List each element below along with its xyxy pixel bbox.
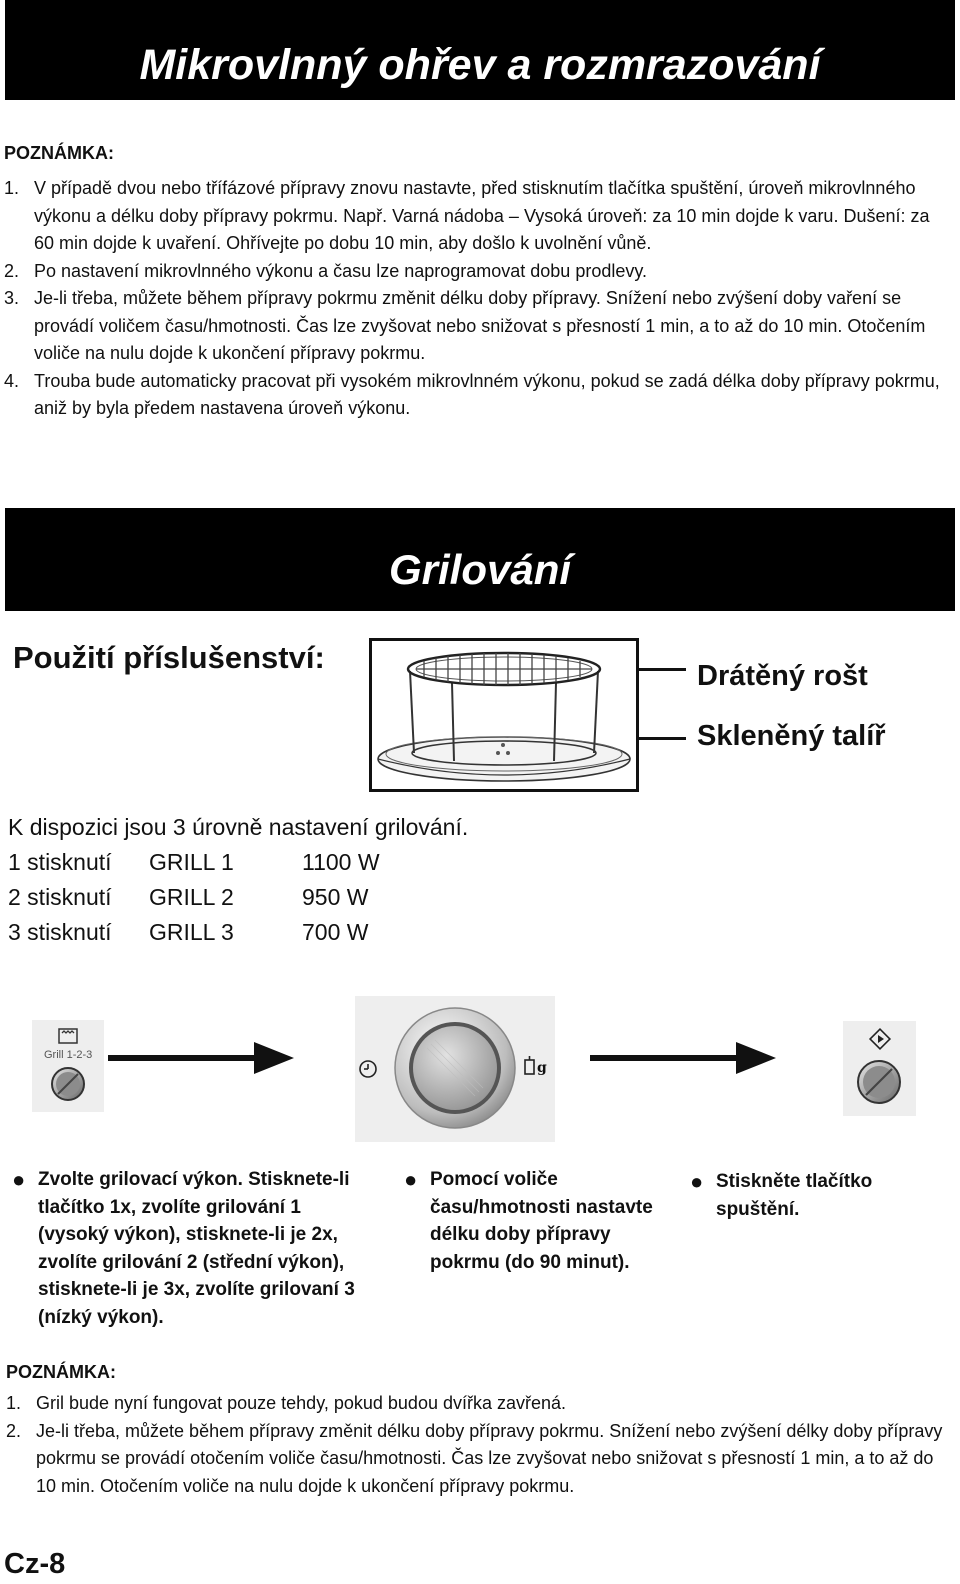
grill-button-label: Grill 1-2-3 xyxy=(44,1049,93,1061)
leader-line-rack xyxy=(639,668,686,671)
note-number: 2. xyxy=(4,260,20,281)
note-item xyxy=(6,1390,946,1418)
level-1-mode: GRILL 1 xyxy=(149,849,234,875)
time-weight-dial-panel xyxy=(355,996,555,1142)
weight-unit-symbol: g xyxy=(537,1060,547,1076)
level-2-press: 2 stisknutí xyxy=(8,884,112,910)
note-text: V případě dvou nebo třífázové přípravy znovu nastavte, před stisknutím tlačítka spuštění, úroveň mikrovlnného výkonu a délku doby přípravy pokrmu. Např. Varná nádoba – Vysoká úroveň: za 10 min dojde k varu. Dušení: za 60 min dojde k uvaření. Ohřívejte po dobu 10 min, aby došlo k uvolnění vůně. xyxy=(34,178,930,253)
grill-levels-intro: K dispozici jsou 3 úrovně nastavení grilování. xyxy=(8,814,469,840)
rack-and-plate-drawing xyxy=(372,641,636,789)
section-title-microwave: Mikrovlnný ohřev a rozmrazování xyxy=(5,0,955,100)
step-2-text: Pomocí voliče času/hmotnosti nastavte délku doby přípravy pokrmu (do 90 minut). xyxy=(430,1169,653,1273)
start-button[interactable] xyxy=(856,1059,902,1105)
step-3-text: Stiskněte tlačítko spuštění. xyxy=(716,1171,873,1220)
note-heading: POZNÁMKA: xyxy=(4,143,114,163)
grill-button[interactable] xyxy=(50,1066,86,1102)
level-1-power: 1100 W xyxy=(302,849,380,875)
arrow-right-icon xyxy=(590,1040,776,1076)
label-wire-rack: Drátěný rošt xyxy=(697,660,868,692)
note-heading: POZNÁMKA: xyxy=(6,1362,116,1382)
accessories-heading: Použití příslušenství: xyxy=(13,640,325,675)
note-text: Po nastavení mikrovlnného výkonu a času lze naprogramovat dobu prodlevy. xyxy=(34,260,648,281)
arrow-right-icon xyxy=(108,1040,294,1076)
step-1-text: Zvolte grilovací výkon. Stisknete-li tlačítko 1x, zvolíte grilování 1 (vysoký výkon), stisknete-li je 2x, zvolíte grilování 2 (střední výkon), stisknete-li je 3x, zvolíte grilovaní 3 (nízký výkon). xyxy=(38,1169,355,1328)
note-item xyxy=(4,258,954,286)
step-2-description xyxy=(404,1166,678,1276)
accessory-illustration xyxy=(369,638,639,792)
level-3-power: 700 W xyxy=(302,919,369,945)
weight-icon xyxy=(523,1056,537,1076)
label-glass-plate: Skleněný talíř xyxy=(697,720,886,752)
start-icon xyxy=(868,1027,892,1051)
note-item xyxy=(4,368,954,423)
notes-list-grill xyxy=(6,1390,946,1500)
step-1-description xyxy=(12,1166,372,1331)
note-number: 1. xyxy=(6,1393,22,1413)
bullet-icon: ● xyxy=(690,1169,704,1194)
note-item xyxy=(4,175,954,258)
grill-icon xyxy=(58,1028,78,1044)
note-text: Gril bude nyní fungovat pouze tehdy, pokud budou dvířka zavřená. xyxy=(36,1393,567,1413)
level-2-power: 950 W xyxy=(302,884,369,910)
level-2-mode: GRILL 2 xyxy=(149,884,234,910)
note-number: 1. xyxy=(4,178,20,198)
bullet-icon: ● xyxy=(404,1167,418,1192)
page-number: Cz-8 xyxy=(4,1548,66,1580)
clock-icon xyxy=(357,1058,379,1080)
level-3-press: 3 stisknutí xyxy=(8,919,112,945)
start-button-panel xyxy=(843,1021,916,1116)
note-text: Je-li třeba, můžete během přípravy pokrmu změnit délku doby přípravy. Snížení nebo zvýšení doby vaření se provádí voličem času/hmotnosti. Čas lze zvyšovat nebo snižovat s přesností 1 min, a to až do 10 min. Otočením voliče na nulu dojde k ukončení přípravy pokrmu. xyxy=(34,288,926,363)
note-item xyxy=(4,285,954,368)
bullet-icon: ● xyxy=(12,1167,26,1192)
grill-button-panel xyxy=(32,1020,104,1112)
note-number: 3. xyxy=(4,288,20,308)
time-weight-dial[interactable] xyxy=(391,1004,519,1132)
note-text: Trouba bude automaticky pracovat při vysokém mikrovlnném výkonu, pokud se zadá délka doby přípravy pokrmu, aniž by byla předem nastavena úroveň výkonu. xyxy=(34,370,940,418)
section-title-grill: Grilování xyxy=(5,508,955,611)
notes-list-microwave xyxy=(4,175,954,423)
leader-line-plate xyxy=(639,737,686,740)
level-3-mode: GRILL 3 xyxy=(149,919,234,945)
step-3-description xyxy=(690,1168,910,1223)
note-number: 4. xyxy=(4,370,20,391)
level-1-press: 1 stisknutí xyxy=(8,849,112,875)
note-item xyxy=(6,1418,946,1501)
note-number: 2. xyxy=(6,1420,22,1441)
note-text: Je-li třeba, můžete během přípravy změnit délku doby přípravy pokrmu. Snížení nebo zvýšení délky doby přípravy pokrmu se provádí otočením voliče času/hmotnosti. Čas lze zvyšovat nebo snižovat s přesností 1 min, a to až do 10 min. Otočením voliče na nulu dojde k ukončení přípravy pokrmu. xyxy=(36,1420,943,1496)
